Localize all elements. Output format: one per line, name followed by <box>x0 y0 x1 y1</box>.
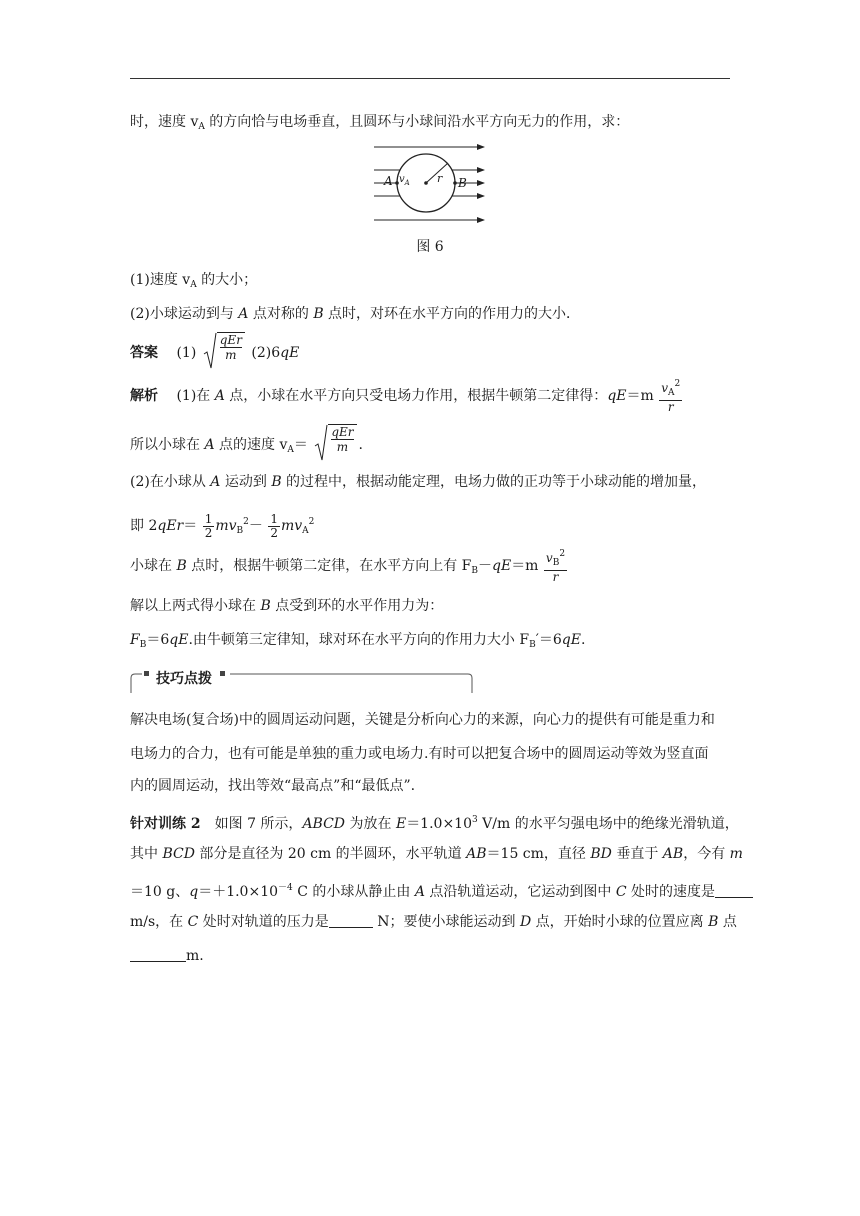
tips-line-3: 内的圆周运动，找出等效“最高点”和“最低点”. <box>130 778 416 794</box>
answer-blank-distance[interactable] <box>130 947 186 962</box>
question-2: (2)小球运动到与 A 点对称的 B 点时，对环在水平方向的作用力的大小． <box>130 306 581 322</box>
answer-sqrt: qEr m <box>203 332 245 374</box>
training-line-1: 针对训练 2 如图 7 所示，ABCD 为放在 $E=1.0\times 10^3$ V/m 的水平匀强电场中的绝缘光滑轨道， <box>130 815 739 832</box>
training-line-2: 其中 BCD 部分是直径为 20 cm 的半圆环，水平轨道 AB＝15 cm，直径 BD 垂直于 AB，今有 m <box>130 846 743 862</box>
question-1: (1)速度 $v_A$ 的大小； <box>130 272 258 290</box>
analysis-line-3: (2)在小球从 A 运动到 B 的过程中，根据动能定理，电场力做的正功等于小球动能的增加量， <box>130 474 707 490</box>
ball-b-dot <box>453 181 457 185</box>
answer-blank-force[interactable] <box>329 913 373 928</box>
figure-label-b: B <box>458 176 467 190</box>
tips-line-2: 电场力的合力，也有可能是单独的重力或电场力.有时可以把复合场中的圆周运动等效为竖直面 <box>130 746 709 762</box>
training-line-4: m/s，在 C 处时对轨道的压力是 N；要使小球能运动到 D 点，开始时小球的位置应离 B 点 <box>130 914 737 930</box>
analysis-line-5: 小球在 B 点时，根据牛顿第二定律，在水平方向上有 $F_B-qE=m$ $\frac{v_B^2}{r}$ <box>130 549 566 584</box>
answer-label: 答案 <box>130 345 158 361</box>
figure-caption: 图 6 <box>416 239 444 255</box>
tips-title: 技巧点拨 <box>156 671 212 687</box>
answer-line: 答案 (1) qEr m (2)6qE <box>130 332 730 374</box>
analysis-sqrt: qEr m <box>314 424 356 466</box>
answer-blank-velocity[interactable] <box>715 883 753 898</box>
training-label: 针对训练 2 <box>130 816 201 832</box>
analysis-label: 解析 <box>130 388 158 404</box>
analysis-line-6: 解以上两式得小球在 B 点受到环的水平作用力为： <box>130 598 444 614</box>
training-line-3: ＝10 g、$q=+1.0\times 10^{-4}$ C 的小球从静止由 A 点沿轨道运动，它运动到图中 C 处时的速度是 <box>130 878 730 902</box>
analysis-line-2: 所以小球在 A 点的速度 $v_A=$ qEr m . <box>130 424 730 469</box>
analysis-line-4: 即 2qEr＝ $\frac{1}{2}$ $mv_B^2-$ $\frac{1}{2}$ $mv_A^2$ <box>130 511 315 540</box>
tips-line-1: 解决电场(复合场)中的圆周运动问题，关键是分析向心力的来源，向心力的提供有可能是重力和 <box>130 712 715 728</box>
center-dot <box>424 181 428 185</box>
problem-intro: 时，速度 $v_A$ 的方向恰与电场垂直，且圆环与小球间沿水平方向无力的作用，求： <box>130 114 630 132</box>
figure-label-va: $v_A$ <box>399 174 410 187</box>
analysis-line-7: $F_B=6qE$.由牛顿第三定律知，球对环在水平方向的作用力大小 $F_B'=6qE$. <box>130 632 586 650</box>
training-line-5: m. <box>130 946 730 966</box>
analysis-line-1: 解析 (1)在 A 点，小球在水平方向只受电场力作用，根据牛顿第二定律得：qE＝m $\frac{v_A^2}{r}$ <box>130 379 681 414</box>
figure-label-r: r <box>437 172 443 185</box>
figure-label-a: A <box>384 174 393 188</box>
header-rule <box>130 78 730 79</box>
